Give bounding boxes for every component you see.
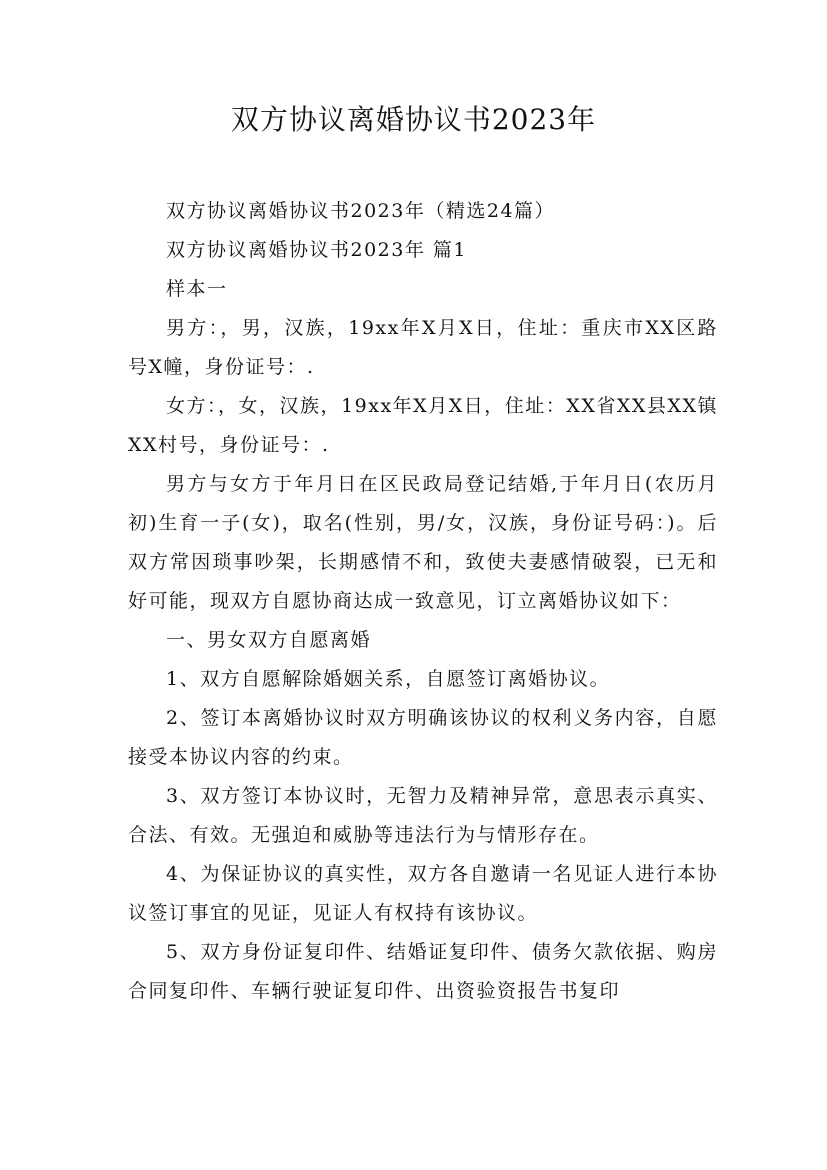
paragraph-background: 男方与女方于年月日在区民政局登记结婚,于年月日(农历月初)生育一子(女)，取名(性别，男/女，汉族，身份证号码：)。后双方常因琐事吵架，长期感情不和，致使夫妻感情破裂，已无和好可能，现双方自愿协商达成一致意见，订立离婚协议如下： xyxy=(128,473,718,612)
paragraph-clause-2: 2、签订本离婚协议时双方明确该协议的权利义务内容，自愿接受本协议内容的约束。 xyxy=(128,707,718,768)
paragraph-male-party: 男方：，男，汉族，19xx年X月X日，住址：重庆市XX区路号X幢，身份证号：. xyxy=(128,317,718,378)
paragraph-sample-label: 样本一 xyxy=(166,278,228,300)
paragraph-clause-1: 1、双方自愿解除婚姻关系，自愿签订离婚协议。 xyxy=(166,668,611,690)
paragraph-female-party: 女方：，女，汉族，19xx年X月X日，住址：XX省XX县XX镇XX村号，身份证号：. xyxy=(128,395,718,456)
paragraph-subtitle: 双方协议离婚协议书2023年（精选24篇） xyxy=(166,200,556,222)
paragraph-clause-4: 4、为保证协议的真实性，双方各自邀请一名见证人进行本协议签订事宜的见证，见证人有权持有该协议。 xyxy=(128,863,718,924)
document-body xyxy=(128,192,718,1011)
paragraph-section-heading: 双方协议离婚协议书2023年 篇1 xyxy=(166,239,467,261)
paragraph-clause-5: 5、双方身份证复印件、结婚证复印件、债务欠款依据、购房合同复印件、车辆行驶证复印件、出资验资报告书复印 xyxy=(128,941,718,1002)
paragraph-clause-heading: 一、男女双方自愿离婚 xyxy=(166,629,372,651)
document-title: 双方协议离婚协议书2023年 xyxy=(230,103,597,136)
paragraph-clause-3: 3、双方签订本协议时，无智力及精神异常，意思表示真实、合法、有效。无强迫和威胁等违法行为与情形存在。 xyxy=(128,785,718,846)
